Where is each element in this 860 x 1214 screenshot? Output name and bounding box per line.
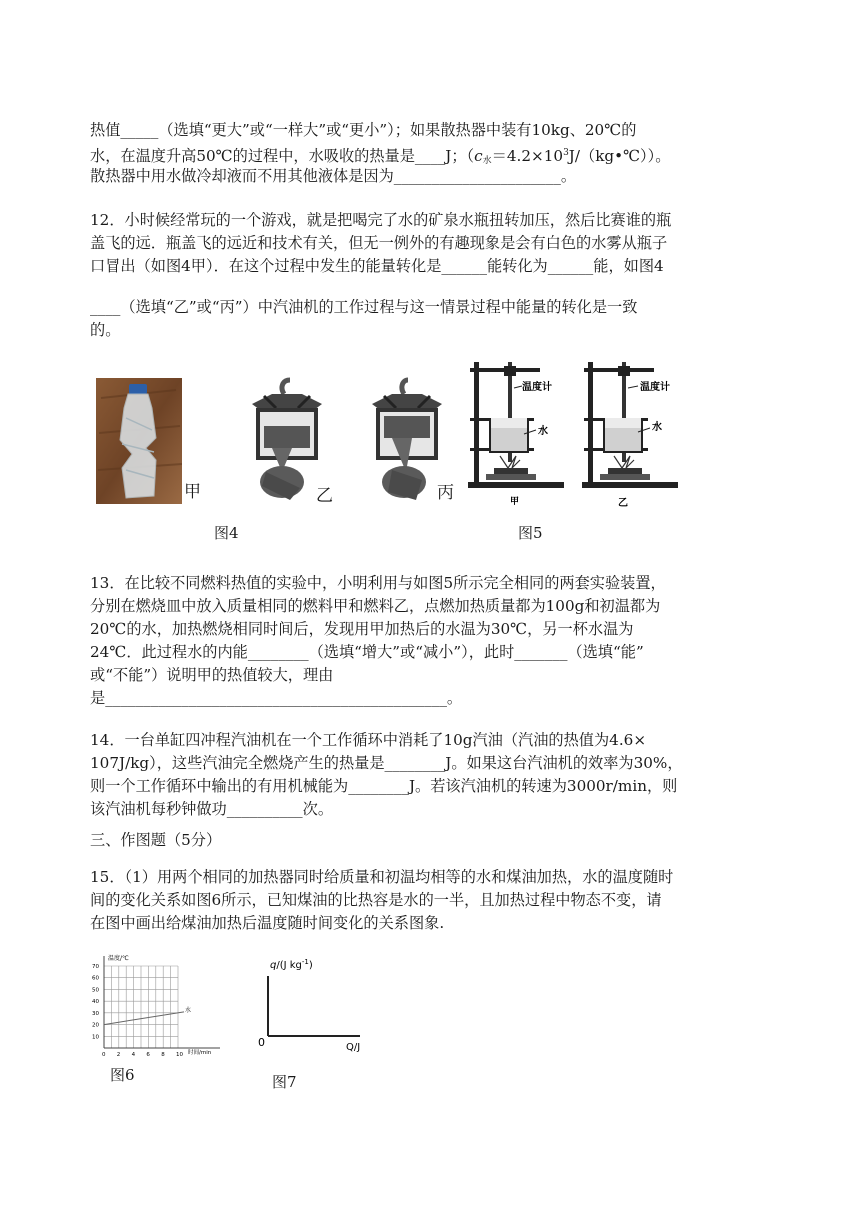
q14-line-4: 该汽油机每秒钟做功__________次。 — [90, 800, 333, 818]
q12-text-cont — [90, 296, 780, 342]
fig4-label-jia: 甲 — [184, 482, 201, 502]
q12-line-3: 口冒出（如图4甲）．在这个过程中发生的能量转化是______能转化为______能，如图4 — [90, 257, 664, 275]
q15-line-2: 间的变化关系如图6所示，已知煤油的比热容是水的一半，且加热过程中物态不变，请 — [90, 891, 662, 909]
q13-line-3: 20℃的水，加热燃烧相同时间后，发现用甲加热后的水温为30℃，另一杯水温为 — [90, 620, 634, 638]
q15-line-1: 15．（1）用两个相同的加热器同时给质量和初温均相等的水和煤油加热，水的温度随时 — [90, 868, 674, 886]
fig7-origin-label: 0 — [258, 1036, 265, 1049]
fig4-label-yi: 乙 — [316, 486, 333, 506]
fig6-y-label: 温度/℃ — [108, 955, 129, 962]
q14-line-2: 107J/kg），这些汽油完全燃烧产生的热量是________J。如果这台汽油机的效率为30%， — [90, 754, 683, 772]
fig6-y-tick-label: 70 — [92, 964, 99, 970]
q13-text — [90, 572, 780, 710]
q14-line-1: 14．一台单缸四冲程汽油机在一个工作循环中消耗了10g汽油（汽油的热值为4.6× — [90, 731, 647, 749]
q11-line-2 — [90, 142, 780, 165]
fig5-caption: 图5 — [518, 524, 543, 542]
apparatus-jia-diagram — [464, 356, 574, 508]
fig5-jia-thermometer-label: 温度计 — [522, 382, 552, 393]
fig6-x-tick-label: 0 — [102, 1052, 106, 1058]
fig6-x-tick-label: 4 — [131, 1052, 136, 1058]
q11-line-2-b: ＝4.2×10 — [491, 147, 564, 165]
q15-line-3: 在图中画出给煤油加热后温度随时间变化的关系图象. — [90, 914, 445, 932]
q11-line-2-c: J/（kg•℃））。 — [568, 147, 671, 165]
q13-line-6: 是_____________________________________________。 — [90, 689, 463, 707]
fig5-jia-label: 甲 — [510, 497, 520, 507]
section-3-heading — [90, 829, 780, 852]
specific-heat-subscript: 水 — [482, 156, 492, 166]
q13-line-1: 13．在比较不同燃料热值的实验中，小明利用与如图5所示完全相同的两套实验装置， — [90, 574, 666, 592]
bottle-photo — [96, 378, 182, 504]
q15-text — [90, 866, 780, 935]
fig6-y-tick-label: 30 — [92, 1010, 99, 1017]
fig6-series-water-label: 水 — [185, 1006, 192, 1014]
fig6-y-tick-label: 60 — [92, 975, 99, 982]
fig6-ticks — [92, 964, 183, 1058]
q11-line-2-a: 水，在温度升高50℃的过程中，水吸收的热量是____J；（ — [90, 147, 475, 165]
fig6-temperature-chart — [88, 950, 228, 1060]
section-3-title: 三、作图题（5分） — [90, 831, 222, 849]
fig7-axes — [252, 952, 372, 1056]
fig6-x-tick-label: 8 — [161, 1052, 165, 1058]
q12-text — [90, 209, 780, 278]
q12-line-2: 盖飞的远．瓶盖飞的远近和技术有关，但无一例外的有趣现象是会有白色的水雾从瓶子 — [90, 234, 668, 252]
fig4-label-bing: 丙 — [437, 483, 454, 503]
q12-line-1: 12．小时候经常玩的一个游戏，就是把喝完了水的矿泉水瓶扭转加压，然后比赛谁的瓶 — [90, 211, 672, 229]
fig4-caption: 图4 — [214, 524, 239, 542]
q11-line-3: 散热器中用水做冷却液而不用其他液体是因为______________________。 — [90, 167, 576, 185]
fig7-x-label: Q/J — [346, 1042, 361, 1053]
apparatus-yi-diagram — [578, 356, 688, 512]
q11-line-1: 热值_____（选填“更大”或“一样大”或“更小”）；如果散热器中装有10kg、20℃的 — [90, 121, 637, 139]
fig5-yi-water-label: 水 — [652, 422, 662, 433]
q13-line-4: 24℃．此过程水的内能________（选填“增大”或“减小”），此时_______（选填“能” — [90, 643, 644, 661]
fig6-x-tick-label: 2 — [116, 1052, 121, 1058]
fig6-caption: 图6 — [110, 1066, 135, 1084]
specific-heat-symbol: c — [474, 147, 483, 165]
q12-line-4: ____（选填“乙”或“丙”）中汽油机的工作过程与这一情景过程中能量的转化是一致 — [90, 298, 638, 316]
fig6-series-water-line — [104, 1012, 184, 1025]
exponent: 3 — [563, 148, 569, 158]
fig6-y-tick-label: 10 — [92, 1034, 99, 1041]
fig6-y-tick-label: 20 — [92, 1022, 99, 1029]
q13-line-5: 或“不能”）说明甲的热值较大，理由 — [90, 666, 334, 684]
fig5-yi-label: 乙 — [618, 498, 628, 509]
fig7-y-label: q/(J $kg^{-1}$) — [270, 958, 313, 971]
q13-line-2: 分别在燃烧皿中放入质量相同的燃料甲和燃料乙，点燃加热质量都为100g和初温都为 — [90, 597, 661, 615]
fig6-y-tick-label: 50 — [92, 987, 99, 994]
fig6-y-tick-label: 40 — [92, 999, 99, 1006]
q12-line-5: 的。 — [90, 321, 121, 339]
q14-text — [90, 729, 780, 821]
fig7-caption: 图7 — [272, 1073, 297, 1091]
fig6-grid — [104, 966, 178, 1048]
fig6-x-tick-label: 6 — [146, 1052, 150, 1058]
fig6-x-tick-label: 10 — [176, 1052, 183, 1058]
fig6-x-label: 时间/min — [188, 1050, 212, 1056]
fig5-jia-water-label: 水 — [538, 426, 548, 437]
q11-text — [90, 119, 780, 188]
q14-line-3: 则一个工作循环中输出的有用机械能为________J。若该汽油机的转速为3000r/min，则 — [90, 777, 678, 795]
fig5-yi-thermometer-label: 温度计 — [640, 382, 670, 393]
